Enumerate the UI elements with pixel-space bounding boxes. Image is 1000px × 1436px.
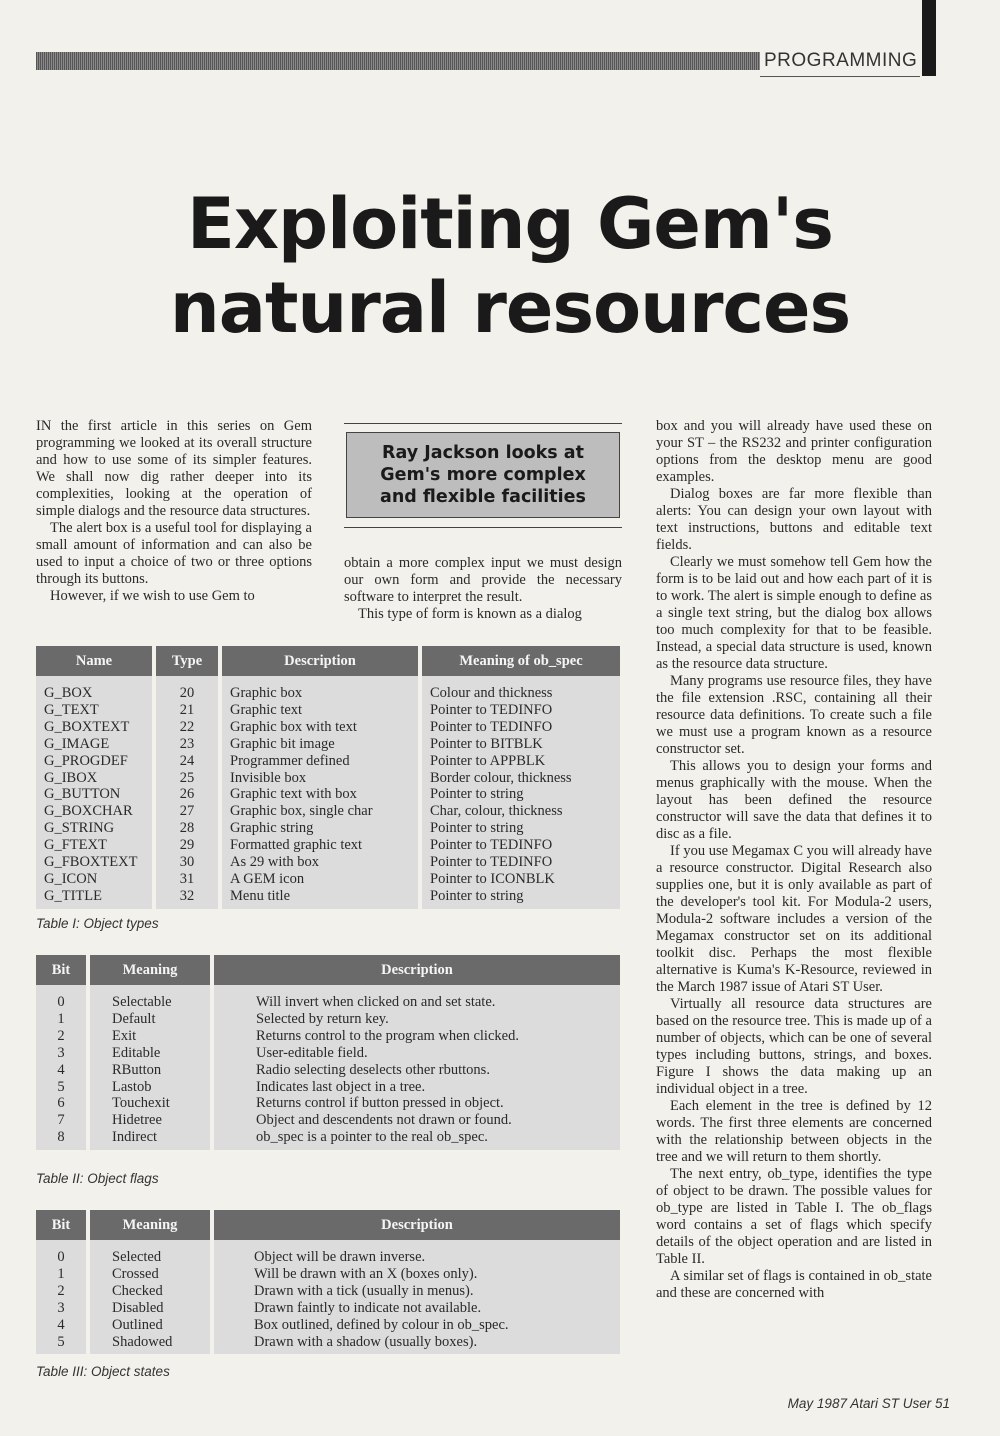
table-row — [36, 770, 620, 787]
paragraph: Virtually all resource data structures are based on the resource tree. This is made up of a number of objects, which can be one of several types including buttons, strings, and boxes. Figure I shows the data making up an individual object in a tree. — [656, 996, 932, 1097]
ob-spec-cell: Pointer to string — [430, 887, 524, 904]
description-cell: Graphic box, single char — [220, 803, 420, 820]
type-cell: 21 — [154, 702, 220, 719]
bit-cell: 8 — [36, 1129, 88, 1146]
table-caption: Table I: Object types — [36, 916, 159, 931]
table-row — [36, 1317, 620, 1334]
description-cell: Drawn with a shadow (usually boxes). — [254, 1333, 478, 1350]
table-row — [36, 719, 620, 736]
meaning-cell: Hidetree — [88, 1112, 212, 1129]
standfirst-line-1: Ray Jackson looks at — [382, 443, 584, 463]
table-row — [36, 1283, 620, 1300]
column-header: Meaning of ob_spec — [420, 646, 620, 676]
body-column-1 — [36, 418, 312, 605]
table-row — [36, 888, 620, 905]
table-row — [36, 685, 620, 702]
description-cell: Box outlined, defined by colour in ob_spec. — [254, 1316, 509, 1333]
bit-cell: 1 — [36, 1011, 88, 1028]
column-header: Description — [212, 1210, 620, 1240]
ob-spec-cell: Pointer to ICONBLK — [430, 870, 555, 887]
table-row — [36, 1112, 620, 1129]
meaning-cell: Exit — [88, 1028, 212, 1045]
meaning-cell: Shadowed — [88, 1334, 212, 1351]
meaning-cell: Disabled — [88, 1300, 212, 1317]
meaning-cell: Lastob — [88, 1079, 212, 1096]
type-cell: 29 — [154, 837, 220, 854]
corner-block — [922, 0, 936, 76]
section-label: PROGRAMMING — [764, 50, 918, 71]
headline-line-2: natural resources — [169, 267, 851, 349]
bit-cell: 3 — [36, 1045, 88, 1062]
paragraph: A similar set of flags is contained in ob_state and these are concerned with — [656, 1268, 932, 1301]
description-cell: As 29 with box — [220, 854, 420, 871]
table-row — [36, 1300, 620, 1317]
description-cell: Indicates last object in a tree. — [256, 1078, 426, 1095]
paragraph: obtain a more complex input we must design our own form and provide the necessary software to interpret the result. — [344, 555, 622, 605]
description-cell: Graphic box with text — [220, 719, 420, 736]
type-cell: 31 — [154, 871, 220, 888]
description-cell: Graphic bit image — [220, 736, 420, 753]
table-row — [36, 1095, 620, 1112]
type-cell: 28 — [154, 820, 220, 837]
meaning-cell: Selected — [88, 1249, 212, 1266]
ob-spec-cell: Colour and thickness — [430, 685, 553, 701]
description-cell: Returns control to the program when clicked. — [256, 1027, 519, 1044]
name-cell: G_IMAGE — [36, 736, 154, 753]
column-header: Meaning — [88, 1210, 212, 1240]
table-row — [36, 837, 620, 854]
description-cell: Formatted graphic text — [220, 837, 420, 854]
section-bar — [36, 52, 760, 70]
description-cell: Drawn faintly to indicate not available. — [254, 1299, 482, 1316]
bit-cell: 0 — [36, 994, 88, 1011]
ob-spec-cell: Border colour, thickness — [430, 769, 572, 786]
standfirst-line-2: Gem's more complex — [380, 465, 586, 485]
column-header: Meaning — [88, 955, 212, 985]
table-header-row — [36, 646, 620, 676]
column-header: Name — [36, 646, 154, 676]
table-caption: Table II: Object flags — [36, 1171, 159, 1186]
description-cell: Drawn with a tick (usually in menus). — [254, 1282, 474, 1299]
description-cell: User-editable field. — [256, 1044, 368, 1061]
column-header: Bit — [36, 955, 88, 985]
table-row — [36, 1249, 620, 1266]
table-header-row — [36, 1210, 620, 1240]
table-row — [36, 1028, 620, 1045]
ob-spec-cell: Pointer to TEDINFO — [430, 837, 553, 854]
body-column-2 — [344, 555, 622, 623]
bit-cell: 5 — [36, 1334, 88, 1351]
description-cell: Radio selecting deselects other rbuttons. — [256, 1061, 490, 1078]
name-cell: G_STRING — [36, 820, 154, 837]
bit-cell: 5 — [36, 1079, 88, 1096]
ob-spec-cell: Pointer to TEDINFO — [430, 854, 553, 871]
type-cell: 23 — [154, 736, 220, 753]
type-cell: 25 — [154, 770, 220, 787]
description-cell: Object will be drawn inverse. — [254, 1249, 426, 1265]
description-cell: ob_spec is a pointer to the real ob_spec. — [256, 1129, 488, 1146]
type-cell: 27 — [154, 803, 220, 820]
name-cell: G_BOXCHAR — [36, 803, 154, 820]
paragraph: The alert box is a useful tool for displaying a small amount of information and can also be used to input a choice of two or three options through its buttons. — [36, 520, 312, 587]
body-column-3 — [656, 418, 932, 1302]
standfirst-rule-top — [344, 423, 622, 424]
table-row — [36, 702, 620, 719]
name-cell: G_FTEXT — [36, 837, 154, 854]
meaning-cell: Touchexit — [88, 1095, 212, 1112]
description-cell: Graphic box — [220, 685, 420, 702]
bit-cell: 4 — [36, 1062, 88, 1079]
description-cell: Graphic text with box — [220, 786, 420, 803]
table-row — [36, 1129, 620, 1146]
table-row — [36, 994, 620, 1011]
description-cell: Object and descendents not drawn or found. — [256, 1112, 512, 1129]
name-cell: G_TITLE — [36, 888, 154, 905]
table-row — [36, 803, 620, 820]
object-flags-table — [36, 955, 620, 1150]
meaning-cell: Editable — [88, 1045, 212, 1062]
name-cell: G_PROGDEF — [36, 753, 154, 770]
bit-cell: 6 — [36, 1095, 88, 1112]
description-cell: Will be drawn with an X (boxes only). — [254, 1265, 478, 1282]
description-cell: Menu title — [220, 888, 420, 905]
bit-cell: 4 — [36, 1317, 88, 1334]
table-caption: Table III: Object states — [36, 1364, 170, 1379]
ob-spec-cell: Pointer to string — [430, 786, 524, 803]
standfirst-box — [346, 432, 620, 518]
table-row — [36, 820, 620, 837]
column-header: Type — [154, 646, 220, 676]
description-cell: Graphic text — [220, 702, 420, 719]
paragraph: This type of form is known as a dialog — [358, 606, 582, 622]
meaning-cell: Default — [88, 1011, 212, 1028]
table-row — [36, 753, 620, 770]
name-cell: G_BUTTON — [36, 786, 154, 803]
name-cell: G_BOXTEXT — [36, 719, 154, 736]
bit-cell: 2 — [36, 1028, 88, 1045]
table-row — [36, 1011, 620, 1028]
table-row — [36, 854, 620, 871]
table-row — [36, 871, 620, 888]
paragraph: box and you will already have used these on your ST – the RS232 and printer configuration options from the desktop menu are good examples. — [656, 418, 932, 485]
description-cell: Invisible box — [220, 770, 420, 787]
meaning-cell: Indirect — [88, 1129, 212, 1146]
ob-spec-cell: Pointer to TEDINFO — [430, 718, 553, 735]
description-cell: Selected by return key. — [256, 1010, 389, 1027]
headline-line-1: Exploiting Gem's — [187, 183, 833, 265]
bit-cell: 3 — [36, 1300, 88, 1317]
table-row — [36, 1266, 620, 1283]
name-cell: G_TEXT — [36, 702, 154, 719]
bit-cell: 0 — [36, 1249, 88, 1266]
object-types-table — [36, 646, 620, 909]
table-row — [36, 1045, 620, 1062]
section-rule — [760, 76, 920, 77]
meaning-cell: Outlined — [88, 1317, 212, 1334]
column-header: Description — [220, 646, 420, 676]
name-cell: G_ICON — [36, 871, 154, 888]
page-footer: May 1987 Atari ST User 51 — [787, 1396, 950, 1411]
type-cell: 26 — [154, 786, 220, 803]
description-cell: Will invert when clicked on and set state. — [256, 994, 496, 1010]
meaning-cell: Checked — [88, 1283, 212, 1300]
type-cell: 32 — [154, 888, 220, 905]
object-states-table — [36, 1210, 620, 1354]
table-row — [36, 1079, 620, 1096]
table-row — [36, 786, 620, 803]
bit-cell: 1 — [36, 1266, 88, 1283]
bit-cell: 2 — [36, 1283, 88, 1300]
paragraph: Dialog boxes are far more flexible than alerts: You can design your own layout with text instructions, buttons and editable text fields. — [656, 486, 932, 553]
paragraph: Clearly we must somehow tell Gem how the form is to be laid out and how each part of it is to work. The alert is simple enough to define as a single text string, but the dialog box allows too much complexity for that to be feasible. Instead, a special data structure is used, known as the resource data structure. — [656, 554, 932, 672]
table-row — [36, 1334, 620, 1351]
description-cell: A GEM icon — [220, 871, 420, 888]
description-cell: Returns control if button pressed in object. — [256, 1095, 504, 1112]
name-cell: G_FBOXTEXT — [36, 854, 154, 871]
meaning-cell: Crossed — [88, 1266, 212, 1283]
table-row — [36, 1062, 620, 1079]
ob-spec-cell: Pointer to TEDINFO — [430, 701, 553, 718]
paragraph: The next entry, ob_type, identifies the type of object to be drawn. The possible values for ob_type are listed in Table I. The ob_flags word contains a set of flags which specify details of the object operation and are listed in Table II. — [656, 1166, 932, 1267]
type-cell: 30 — [154, 854, 220, 871]
paragraph: However, if we wish to use Gem to — [50, 588, 255, 604]
ob-spec-cell: Pointer to string — [430, 820, 524, 837]
table-row — [36, 736, 620, 753]
paragraph: Many programs use resource files, they have the file extension .RSC, containing all their resource data definitions. To create such a file we must use a program known as a resource constructor set. — [656, 673, 932, 757]
ob-spec-cell: Pointer to APPBLK — [430, 752, 546, 769]
meaning-cell: RButton — [88, 1062, 212, 1079]
name-cell: G_IBOX — [36, 770, 154, 787]
paragraph: This allows you to design your forms and menus graphically with the mouse. When the layout has been defined the resource constructor will save the data that defines it to disc as a file. — [656, 758, 932, 842]
type-cell: 22 — [154, 719, 220, 736]
table-header-row — [36, 955, 620, 985]
standfirst-rule-bottom — [344, 527, 622, 528]
type-cell: 20 — [154, 685, 220, 702]
paragraph: IN the first article in this series on Gem programming we looked at its overall structure and how to use some of its simpler features. We shall now dig rather deeper into its complexities, looking at the operation of simple dialogs and the resource data structures. — [36, 418, 312, 519]
bit-cell: 7 — [36, 1112, 88, 1129]
type-cell: 24 — [154, 753, 220, 770]
ob-spec-cell: Pointer to BITBLK — [430, 735, 543, 752]
column-header: Bit — [36, 1210, 88, 1240]
description-cell: Programmer defined — [220, 753, 420, 770]
meaning-cell: Selectable — [88, 994, 212, 1011]
ob-spec-cell: Char, colour, thickness — [430, 803, 563, 820]
standfirst-line-3: and flexible facilities — [380, 487, 586, 507]
description-cell: Graphic string — [220, 820, 420, 837]
headline — [100, 182, 920, 350]
paragraph: If you use Megamax C you will already have a resource constructor. Digital Research also supplies one, but it is only available as part of the developer's tool kit. For Modula-2 users, Modula-2 software includes a version of the Megamax constructor set on its additional toolkit disc. Perhaps the most flexible alternative is Kuma's K-Resource, reviewed in the March 1987 issue of Atari ST User. — [656, 843, 932, 995]
paragraph: Each element in the tree is defined by 12 words. The first three elements are concerned with the relationship between objects in the tree and we will return to them shortly. — [656, 1098, 932, 1165]
column-header: Description — [212, 955, 620, 985]
name-cell: G_BOX — [36, 685, 154, 702]
